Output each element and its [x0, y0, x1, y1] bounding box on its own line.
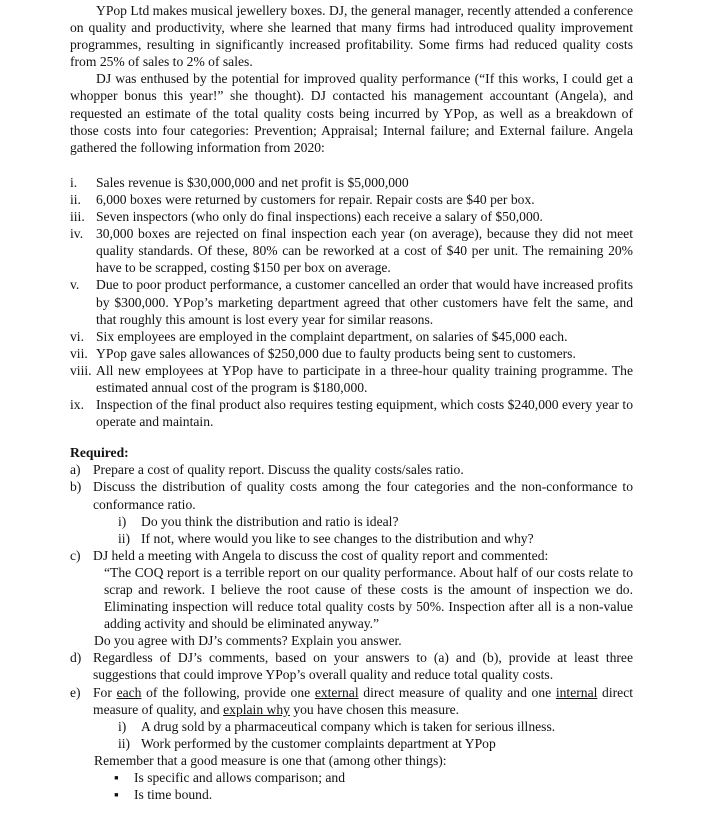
- fact-text: Sales revenue is $30,000,000 and net profit is $5,000,000: [96, 174, 409, 190]
- spacer: [70, 156, 633, 174]
- facts-list: [70, 174, 633, 430]
- fact-text: Inspection of the final product also requires testing equipment, which costs $240,000 every year to operate and maintain.: [96, 397, 633, 430]
- question-c-number: c): [70, 547, 81, 563]
- fact-number: iv.: [70, 226, 84, 242]
- fact-item: [70, 174, 633, 191]
- fact-item: [70, 276, 633, 327]
- bullet-icon: ▪: [114, 770, 119, 786]
- fact-number: viii.: [70, 362, 92, 378]
- intro-paragraph-1: YPop Ltd makes musical jewellery boxes. DJ, the general manager, recently attended a conference on quality and productivity, where she learned that many firms had introduced quality improvement programmes, resulting in significantly increased profitability. Some firms had reduced quality costs from 25% of sales to 2% of sales.: [70, 3, 633, 70]
- question-e: [70, 684, 633, 718]
- question-d: [70, 649, 633, 683]
- question-e-ii: [70, 735, 633, 752]
- question-b-number: b): [70, 479, 82, 495]
- question-b-ii-text: If not, where would you like to see changes to the distribution and why?: [141, 530, 534, 546]
- question-e-text: [93, 684, 633, 718]
- fact-number: iii.: [70, 209, 85, 225]
- question-b-ii-number: ii): [118, 530, 131, 546]
- question-b-text: Discuss the distribution of quality costs among the four categories and the non-conformance to conformance ratio.: [93, 479, 633, 512]
- question-e-ii-number: ii): [118, 735, 131, 751]
- fact-item: [70, 328, 633, 345]
- fact-item: [70, 362, 633, 396]
- question-b: [70, 478, 633, 512]
- fact-number: ii.: [70, 191, 81, 207]
- question-c: [70, 547, 633, 564]
- underlined-internal: internal: [555, 684, 598, 700]
- question-a-number: a): [70, 462, 81, 478]
- underlined-explain-why: explain why: [223, 701, 290, 717]
- question-d-number: d): [70, 650, 82, 666]
- fact-text: 30,000 boxes are rejected on final inspection each year (on average), because they did not meet quality standards. Of these, 80% can be reworked at a cost of $40 per unit. The remaining 20% have to be scrapped, costing $150 per box on average.: [96, 226, 633, 276]
- question-e-text-part: direct measure of quality, and: [93, 684, 634, 717]
- question-b-ii: [70, 530, 633, 547]
- required-heading: Required:: [70, 445, 129, 461]
- question-c-text: DJ held a meeting with Angela to discuss the cost of quality report and commented:: [93, 547, 549, 563]
- question-e-ii-text: Work performed by the customer complaints department at YPop: [141, 735, 496, 751]
- fact-text: Six employees are employed in the complaint department, on salaries of $45,000 each.: [96, 328, 568, 344]
- document-page: [70, 2, 633, 803]
- fact-text: Seven inspectors (who only do final inspections) each receive a salary of $50,000.: [96, 209, 543, 225]
- question-e-text-part: you have chosen this measure.: [289, 701, 460, 717]
- fact-number: vi.: [70, 328, 84, 344]
- fact-number: v.: [70, 277, 80, 293]
- bullet-item: [70, 769, 633, 786]
- remember-note: Remember that a good measure is one that (among other things):: [94, 752, 447, 768]
- fact-text: YPop gave sales allowances of $250,000 due to faulty products being sent to customers.: [96, 345, 576, 361]
- question-b-i-text: Do you think the distribution and ratio is ideal?: [141, 513, 399, 529]
- intro-paragraph-2: DJ was enthused by the potential for improved quality performance (“If this works, I could get a whopper bonus this year!” she thought). DJ contacted his management accountant (Angela), and requested an estimate of the total quality costs being incurred by YPop, as well as a breakdown of those costs into four categories: Prevention; Appraisal; Internal failure; and External failure. Angela gathered the following information from 2020:: [70, 71, 633, 155]
- bullet-text: Is specific and allows comparison; and: [134, 770, 346, 786]
- fact-item: [70, 225, 633, 276]
- question-d-text: Regardless of DJ’s comments, based on your answers to (a) and (b), provide at least three suggestions that could improve YPop’s overall quality and reduce total quality costs.: [93, 650, 633, 683]
- dj-quote: “The COQ report is a terrible report on our quality performance. About half of our costs relate to scrap and rework. I believe the root cause of these costs is the amount of inspection we do. Eliminating inspection will reduce total quality costs by 50%. Inspection after all is a non-value adding activity and should be eliminated anyway.”: [104, 564, 633, 632]
- fact-text: Due to poor product performance, a customer cancelled an order that would have increased profits by $300,000. YPop’s marketing department agreed that other customers have felt the same, and that roughly this amount is lost every year for similar reasons.: [96, 277, 633, 327]
- question-b-i: [70, 513, 633, 530]
- fact-text: All new employees at YPop have to participate in a three-hour quality training programme. The estimated annual cost of the program is $180,000.: [96, 362, 633, 395]
- question-e-text-part: For: [93, 684, 117, 700]
- fact-number: i.: [70, 174, 78, 190]
- question-a: [70, 461, 633, 478]
- bullet-item: [70, 786, 633, 803]
- question-a-text: Prepare a cost of quality report. Discuss the quality costs/sales ratio.: [93, 462, 464, 478]
- question-c-followup: Do you agree with DJ’s comments? Explain you answer.: [94, 633, 402, 649]
- underlined-each: each: [116, 684, 142, 700]
- bullet-text: Is time bound.: [134, 787, 213, 803]
- fact-text: 6,000 boxes were returned by customers for repair. Repair costs are $40 per box.: [96, 191, 535, 207]
- fact-item: [70, 208, 633, 225]
- fact-item: [70, 396, 633, 430]
- question-e-number: e): [70, 684, 81, 700]
- fact-item: [70, 191, 633, 208]
- fact-item: [70, 345, 633, 362]
- question-e-text-part: of the following, provide one: [141, 684, 315, 700]
- question-b-i-number: i): [118, 513, 127, 529]
- question-e-text-part: direct measure of quality and one: [358, 684, 556, 700]
- fact-number: vii.: [70, 345, 88, 361]
- fact-number: ix.: [70, 397, 84, 413]
- question-e-i: [70, 718, 633, 735]
- underlined-external: external: [314, 684, 359, 700]
- question-e-i-text: A drug sold by a pharmaceutical company which is taken for serious illness.: [141, 718, 556, 734]
- bullet-icon: ▪: [114, 787, 119, 803]
- question-e-i-number: i): [118, 718, 127, 734]
